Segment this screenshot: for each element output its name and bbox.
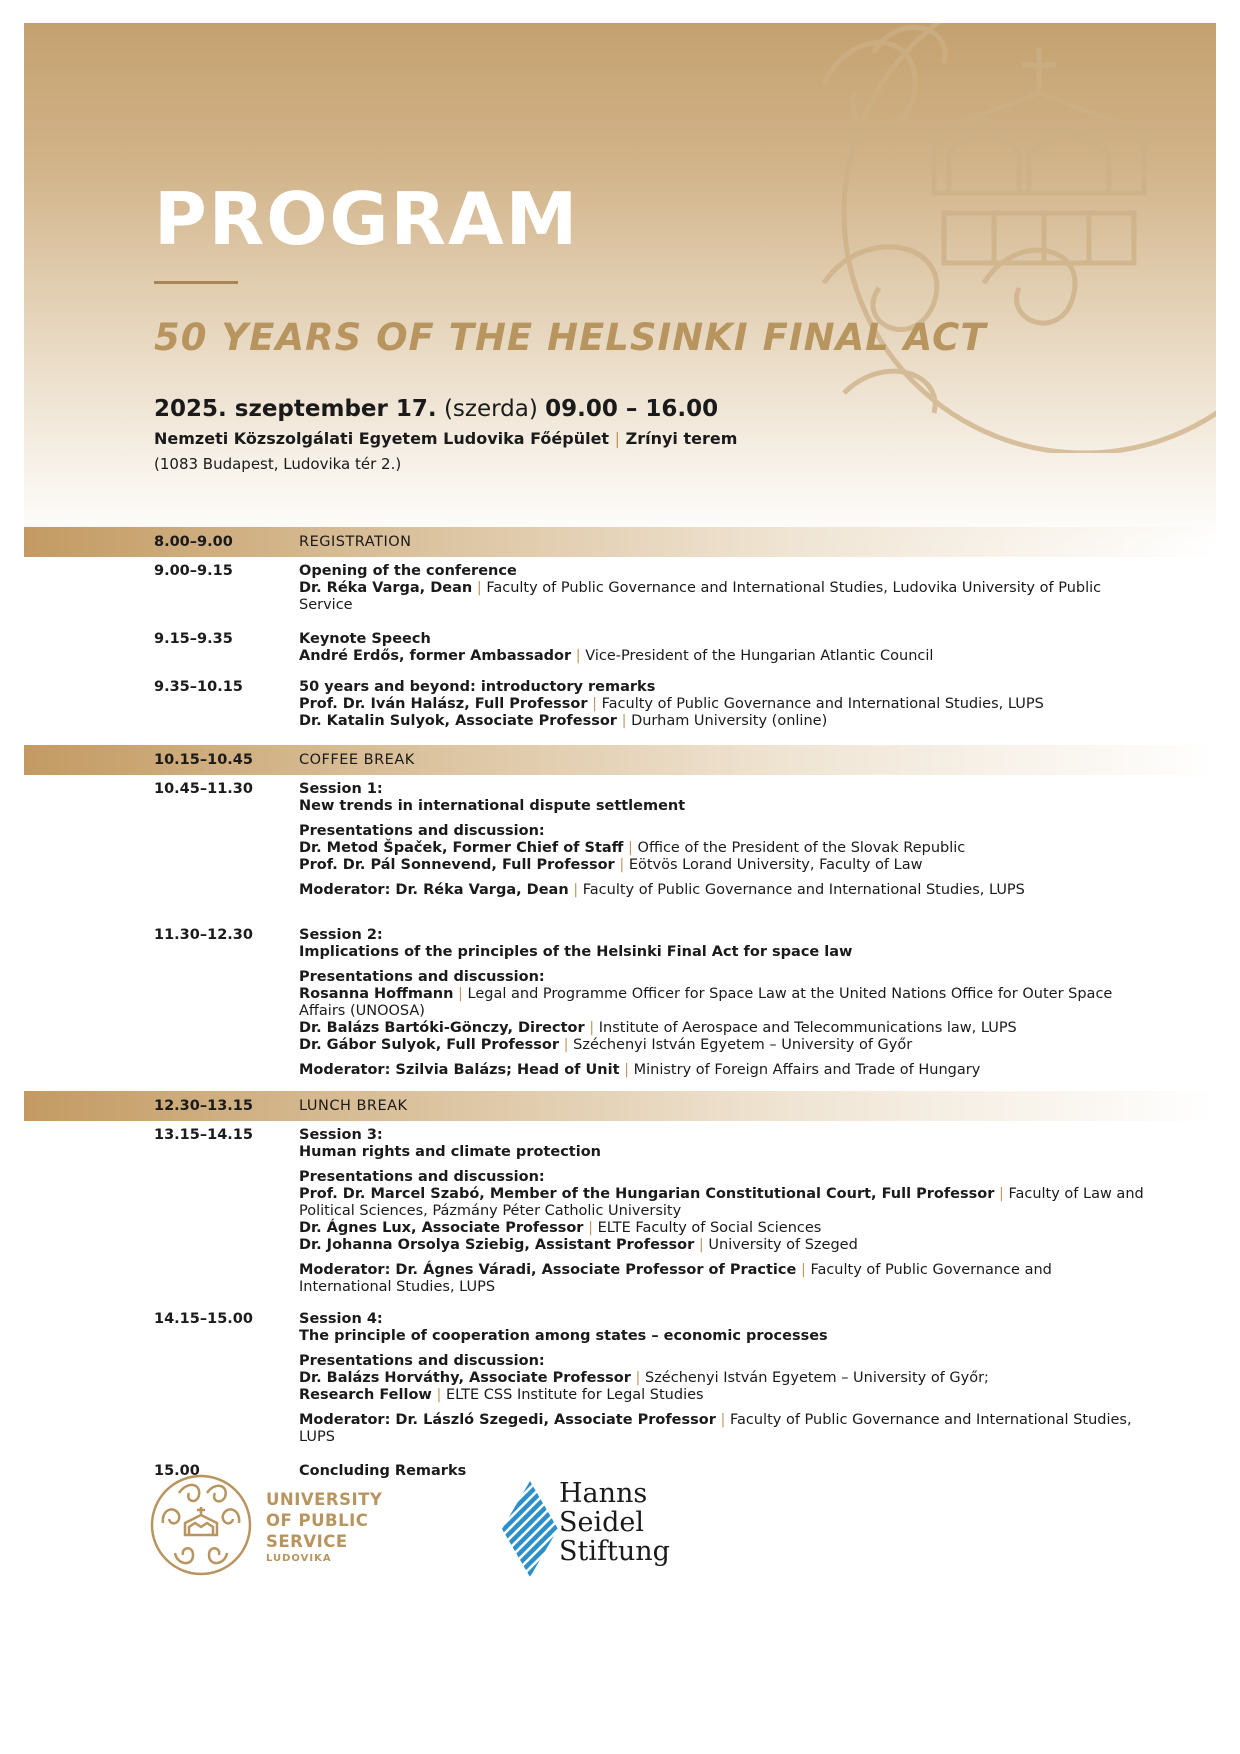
speaker-name: Prof. Dr. Marcel Szabó, Member of the Hungarian Constitutional Court, Full Professor [299, 1186, 995, 1202]
logo-line: Seidel [559, 1507, 645, 1538]
agenda-item-opening: 9.00–9.15 Opening of the conference Dr. Réka Varga, Dean | Faculty of Public Governance and International Studies, Ludovika University of Public Service [154, 563, 1102, 613]
speaker-name: Rosanna Hoffmann [299, 986, 454, 1002]
agenda-time: 15.00 [154, 1463, 200, 1479]
hanns-seidel-logo-text [559, 1479, 670, 1566]
logo-line: Hanns [559, 1478, 648, 1509]
speaker-affiliation: Institute of Aerospace and Telecommunications law, LUPS [598, 1020, 1017, 1036]
moderator-name: Moderator: Dr. Réka Varga, Dean [299, 882, 569, 898]
event-date-line [154, 396, 718, 424]
speaker-name: Prof. Dr. Pál Sonnevend, Full Professor [299, 857, 615, 873]
venue-building: Nemzeti Közszolgálati Egyetem Ludovika Főépület [154, 429, 610, 448]
agenda-time: 9.35–10.15 [154, 679, 243, 695]
session-title: The principle of cooperation among states – economic processes [299, 1328, 828, 1344]
moderator-name: Moderator: Dr. Ágnes Váradi, Associate Professor of Practice [299, 1262, 797, 1278]
session-title: New trends in international dispute settlement [299, 798, 686, 814]
speaker-affiliation: Széchenyi István Egyetem – University of Győr [573, 1037, 913, 1053]
event-date: 2025. szeptember 17. [154, 396, 437, 422]
moderator-name: Moderator: Dr. László Szegedi, Associate Professor [299, 1412, 716, 1428]
moderator-name: Moderator: Szilvia Balázs; Head of Unit [299, 1062, 620, 1078]
agenda-item-session-4: 14.15–15.00 Session 4: The principle of cooperation among states – economic processes Presentations and discussion: Dr. Balázs Horváthy, Associate Professor | Széchenyi István Egyetem – University of Győr; Research Fellow | ELTE CSS Institute for Legal Studies Moderator: Dr. László Szegedi, Associate Professor | Faculty of Public Governance and International Studies, LUPS [154, 1311, 1132, 1445]
speaker-name: Dr. Réka Varga, Dean [299, 580, 473, 596]
agenda-band-label: REGISTRATION [299, 534, 412, 550]
speaker-name: Dr. Katalin Sulyok, Associate Professor [299, 713, 617, 729]
speaker-affiliation: ELTE CSS Institute for Legal Studies [445, 1387, 704, 1403]
agenda-item-title: Opening of the conference [299, 563, 517, 579]
agenda-band-registration [24, 527, 1216, 557]
speaker-name: André Erdős, former Ambassador [299, 648, 572, 664]
agenda-item-title: 50 years and beyond: introductory remarks [299, 679, 656, 695]
separator: | [614, 429, 621, 448]
agenda-item-title: Keynote Speech [299, 631, 431, 647]
moderator-affiliation: Faculty of Public Governance and International Studies, LUPS [299, 1262, 1052, 1295]
logo-line: OF PUBLIC [266, 1511, 369, 1530]
agenda-time: 10.15–10.45 [154, 752, 253, 768]
speaker-affiliation: Legal and Programme Officer for Space Law at the United Nations Office for Outer Space Affairs (UNOOSA) [299, 986, 1113, 1019]
logo-line: Stiftung [559, 1536, 670, 1567]
page-title: PROGRAM [154, 177, 580, 261]
agenda-band-lunch [24, 1091, 1216, 1121]
session-number: Session 3: [299, 1127, 383, 1143]
event-subtitle: 50 YEARS OF THE HELSINKI FINAL ACT [154, 316, 987, 359]
speaker-name: Dr. Ágnes Lux, Associate Professor [299, 1220, 584, 1236]
speaker-name: Prof. Dr. Iván Halász, Full Professor [299, 696, 588, 712]
agenda-item-title: Concluding Remarks [299, 1463, 467, 1479]
agenda-time: 10.45–11.30 [154, 781, 253, 797]
agenda-time: 9.00–9.15 [154, 563, 233, 579]
presentations-label: Presentations and discussion: [299, 969, 545, 985]
university-seal-icon [149, 1473, 253, 1577]
session-number: Session 2: [299, 927, 383, 943]
speaker-name: Dr. Balázs Horváthy, Associate Professor [299, 1370, 631, 1386]
speaker-affiliation: ELTE Faculty of Social Sciences [597, 1220, 822, 1236]
session-number: Session 1: [299, 781, 383, 797]
agenda-time: 8.00–9.00 [154, 534, 233, 550]
agenda-item-session-1: 10.45–11.30 Session 1: New trends in international dispute settlement Presentations and discussion: Dr. Metod Špaček, Former Chief of Staff | Office of the President of the Slovak Republic Prof. Dr. Pál Sonnevend, Full Professor | Eötvös Lorand University, Faculty of Law Moderator: Dr. Réka Varga, Dean | Faculty of Public Governance and International Studies, LUPS [154, 781, 1025, 898]
agenda-item-session-2: 11.30–12.30 Session 2: Implications of the principles of the Helsinki Final Act for space law Presentations and discussion: Rosanna Hoffmann | Legal and Programme Officer for Space Law at the United Nations Office for Outer Space Affairs (UNOOSA) Dr. Balázs Bartóki-Gönczy, Director | Institute of Aerospace and Telecommunications law, LUPS Dr. Gábor Sulyok, Full Professor | Széchenyi István Egyetem – University of Győr Moderator: Szilvia Balázs; Head of Unit | Ministry of Foreign Affairs and Trade of Hungary [154, 927, 1113, 1078]
moderator-affiliation: Faculty of Public Governance and International Studies, LUPS [299, 1412, 1132, 1445]
logo-line: SERVICE [266, 1532, 348, 1551]
agenda-time: 13.15–14.15 [154, 1127, 253, 1143]
speaker-affiliation: Faculty of Law and Political Sciences, Pázmány Péter Catholic University [299, 1186, 1144, 1219]
agenda-time: 9.15–9.35 [154, 631, 233, 647]
agenda [24, 527, 1216, 1487]
session-number: Session 4: [299, 1311, 383, 1327]
speaker-affiliation: Széchenyi István Egyetem – University of Győr; [644, 1370, 989, 1386]
agenda-time: 11.30–12.30 [154, 927, 253, 943]
session-title: Human rights and climate protection [299, 1144, 601, 1160]
agenda-band-label: COFFEE BREAK [299, 752, 415, 768]
speaker-role: Research Fellow [299, 1387, 432, 1403]
footer-logos [24, 1473, 1216, 1613]
speaker-name: Dr. Balázs Bartóki-Gönczy, Director [299, 1020, 585, 1036]
event-address: (1083 Budapest, Ludovika tér 2.) [154, 455, 402, 473]
agenda-time: 14.15–15.00 [154, 1311, 253, 1327]
agenda-item-session-3: 13.15–14.15 Session 3: Human rights and climate protection Presentations and discussion: Prof. Dr. Marcel Szabó, Member of the Hungarian Constitutional Court, Full Professor | Faculty of Law and Political Sciences, Pázmány Péter Catholic University Dr. Ágnes Lux, Associate Professor | ELTE Faculty of Social Sciences Dr. Johanna Orsolya Sziebig, Assistant Professor | University of Szeged Moderator: Dr. Ágnes Váradi, Associate Professor of Practice | Faculty of Public Governance and International Studies, LUPS [154, 1127, 1144, 1295]
speaker-affiliation: Vice-President of the Hungarian Atlantic Council [585, 648, 934, 664]
session-title: Implications of the principles of the Helsinki Final Act for space law [299, 944, 853, 960]
ornament-watermark-icon [784, 23, 1216, 453]
event-venue [154, 429, 737, 448]
presentations-label: Presentations and discussion: [299, 823, 545, 839]
logo-line: UNIVERSITY [266, 1490, 383, 1509]
agenda-item-keynote: 9.15–9.35 Keynote Speech André Erdős, former Ambassador | Vice-President of the Hungarian Atlantic Council [154, 631, 934, 664]
moderator-affiliation: Ministry of Foreign Affairs and Trade of Hungary [633, 1062, 981, 1078]
event-time-range: 09.00 – 16.00 [545, 396, 719, 422]
speaker-affiliation: University of Szeged [708, 1237, 858, 1253]
speaker-name: Dr. Metod Špaček, Former Chief of Staff [299, 840, 624, 856]
speaker-affiliation: Durham University (online) [631, 713, 828, 729]
speaker-affiliation: Faculty of Public Governance and International Studies, Ludovika University of Public Service [299, 580, 1102, 613]
presentations-label: Presentations and discussion: [299, 1353, 545, 1369]
title-divider [154, 281, 238, 284]
presentations-label: Presentations and discussion: [299, 1169, 545, 1185]
venue-room: Zrínyi terem [625, 429, 738, 448]
agenda-time: 12.30–13.15 [154, 1098, 253, 1114]
speaker-name: Dr. Gábor Sulyok, Full Professor [299, 1037, 560, 1053]
agenda-band-coffee [24, 745, 1216, 775]
speaker-affiliation: Eötvös Lorand University, Faculty of Law [628, 857, 923, 873]
speaker-name: Dr. Johanna Orsolya Sziebig, Assistant Professor [299, 1237, 695, 1253]
speaker-affiliation: Office of the President of the Slovak Republic [637, 840, 966, 856]
speaker-affiliation: Faculty of Public Governance and International Studies, LUPS [601, 696, 1044, 712]
logo-line: LUDOVIKA [266, 1553, 332, 1564]
agenda-band-label: LUNCH BREAK [299, 1098, 408, 1114]
university-logo-text [266, 1489, 382, 1566]
moderator-affiliation: Faculty of Public Governance and International Studies, LUPS [582, 882, 1025, 898]
hanns-seidel-stripes-icon [502, 1481, 558, 1577]
agenda-item-intro: 9.35–10.15 50 years and beyond: introductory remarks Prof. Dr. Iván Halász, Full Professor | Faculty of Public Governance and International Studies, LUPS Dr. Katalin Sulyok, Associate Professor | Durham University (online) [154, 679, 1044, 729]
event-weekday: (szerda) [443, 396, 538, 422]
program-sheet [24, 23, 1216, 1731]
